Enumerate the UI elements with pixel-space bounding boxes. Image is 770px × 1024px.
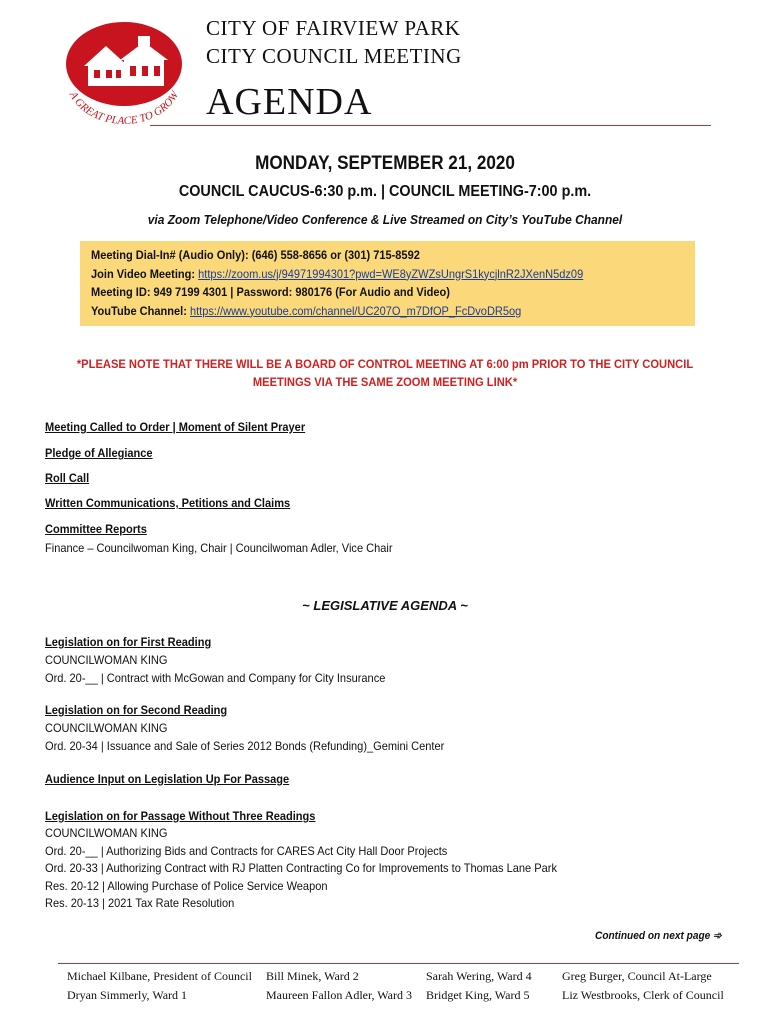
zoom-link[interactable]: https://zoom.us/j/94971994301?pwd=WE8yZWZsUngrS1kycjlnR2JXenN5dz09 <box>198 266 584 281</box>
second-reading-sponsor: COUNCILWOMAN KING <box>45 721 168 735</box>
committee-reports-heading: Committee Reports <box>45 522 147 536</box>
logo-text: A GREAT PLACE TO GROW <box>66 89 182 126</box>
council-member: Greg Burger, Council At-Large <box>562 969 712 983</box>
committee-line: Finance – Councilwoman King, Chair | Councilwoman Adler, Vice Chair <box>45 541 393 555</box>
council-member: Liz Westbrooks, Clerk of Council <box>562 988 724 1002</box>
audience-input-heading: Audience Input on Legislation Up For Passage <box>45 772 290 786</box>
council-member: Sarah Wering, Ward 4 <box>426 969 532 983</box>
footer-divider <box>58 963 739 964</box>
legislative-agenda-heading: ~ LEGISLATIVE AGENDA ~ <box>302 598 468 613</box>
city-name: CITY OF FAIRVIEW PARK <box>206 16 461 40</box>
footer-col-1 <box>67 967 252 1005</box>
agenda-title: AGENDA <box>206 81 373 123</box>
meeting-type: CITY COUNCIL MEETING <box>206 44 462 68</box>
passage-item: Res. 20-13 | 2021 Tax Rate Resolution <box>45 896 235 910</box>
written-communications-heading: Written Communications, Petitions and Claims <box>45 496 291 510</box>
footer-col-3 <box>426 967 532 1005</box>
council-member: Michael Kilbane, President of Council <box>67 969 252 983</box>
call-to-order-heading: Meeting Called to Order | Moment of Silent Prayer <box>45 420 306 434</box>
passage-sponsor: COUNCILWOMAN KING <box>45 826 168 840</box>
video-label: Join Video Meeting: <box>91 266 199 281</box>
first-reading-sponsor: COUNCILWOMAN KING <box>45 653 168 667</box>
roll-call-heading: Roll Call <box>45 471 90 485</box>
council-member: Dryan Simmerly, Ward 1 <box>67 988 188 1002</box>
meeting-format: via Zoom Telephone/Video Conference & Live Streamed on City’s YouTube Channel <box>147 212 623 227</box>
passage-item: Res. 20-12 | Allowing Purchase of Police Service Weapon <box>45 879 328 893</box>
second-reading-item: Ord. 20-34 | Issuance and Sale of Series 2012 Bonds (Refunding)_Gemini Center <box>45 739 445 753</box>
council-member: Bill Minek, Ward 2 <box>266 969 359 983</box>
footer-col-4 <box>562 967 724 1005</box>
continued-note: Continued on next page ➾ <box>595 930 722 942</box>
footer-col-2 <box>266 967 412 1005</box>
city-logo <box>54 16 194 126</box>
passage-item: Ord. 20-33 | Authorizing Contract with RJ Platten Contracting Co for Improvements to Thomas Lane Park <box>45 861 557 875</box>
first-reading-item: Ord. 20-__ | Contract with McGowan and Company for City Insurance <box>45 671 386 685</box>
second-reading-heading: Legislation on for Second Reading <box>45 703 228 717</box>
meeting-times: COUNCIL CAUCUS-6:30 p.m. | COUNCIL MEETING-7:00 p.m. <box>178 183 592 200</box>
first-reading-heading: Legislation on for First Reading <box>45 635 212 649</box>
council-member: Bridget King, Ward 5 <box>426 988 530 1002</box>
youtube-link[interactable]: https://www.youtube.com/channel/UC207O_m7DfOP_FcDvoDR5og <box>189 303 522 318</box>
youtube-line <box>91 302 647 321</box>
youtube-label: YouTube Channel: <box>91 303 190 318</box>
dial-in-box <box>80 241 695 326</box>
passage-heading: Legislation on for Passage Without Three Readings <box>45 809 316 823</box>
meeting-id-line: Meeting ID: 949 7199 4301 | Password: 980176 (For Audio and Video) <box>91 285 450 299</box>
council-member: Maureen Fallon Adler, Ward 3 <box>266 988 412 1002</box>
passage-item: Ord. 20-__ | Authorizing Bids and Contracts for CARES Act City Hall Door Projects <box>45 844 448 858</box>
dial-in-line: Meeting Dial-In# (Audio Only): (646) 558-8656 or (301) 715-8592 <box>91 248 420 262</box>
meeting-date: MONDAY, SEPTEMBER 21, 2020 <box>255 153 515 174</box>
pledge-heading: Pledge of Allegiance <box>45 446 153 460</box>
board-note-line1: *PLEASE NOTE THAT THERE WILL BE A BOARD OF CONTROL MEETING AT 6:00 pm PRIOR TO THE CITY COUNCIL <box>76 357 694 371</box>
board-note-line2: MEETINGS VIA THE SAME ZOOM MEETING LINK* <box>252 375 518 389</box>
video-line <box>91 265 647 284</box>
header-divider <box>150 125 711 126</box>
